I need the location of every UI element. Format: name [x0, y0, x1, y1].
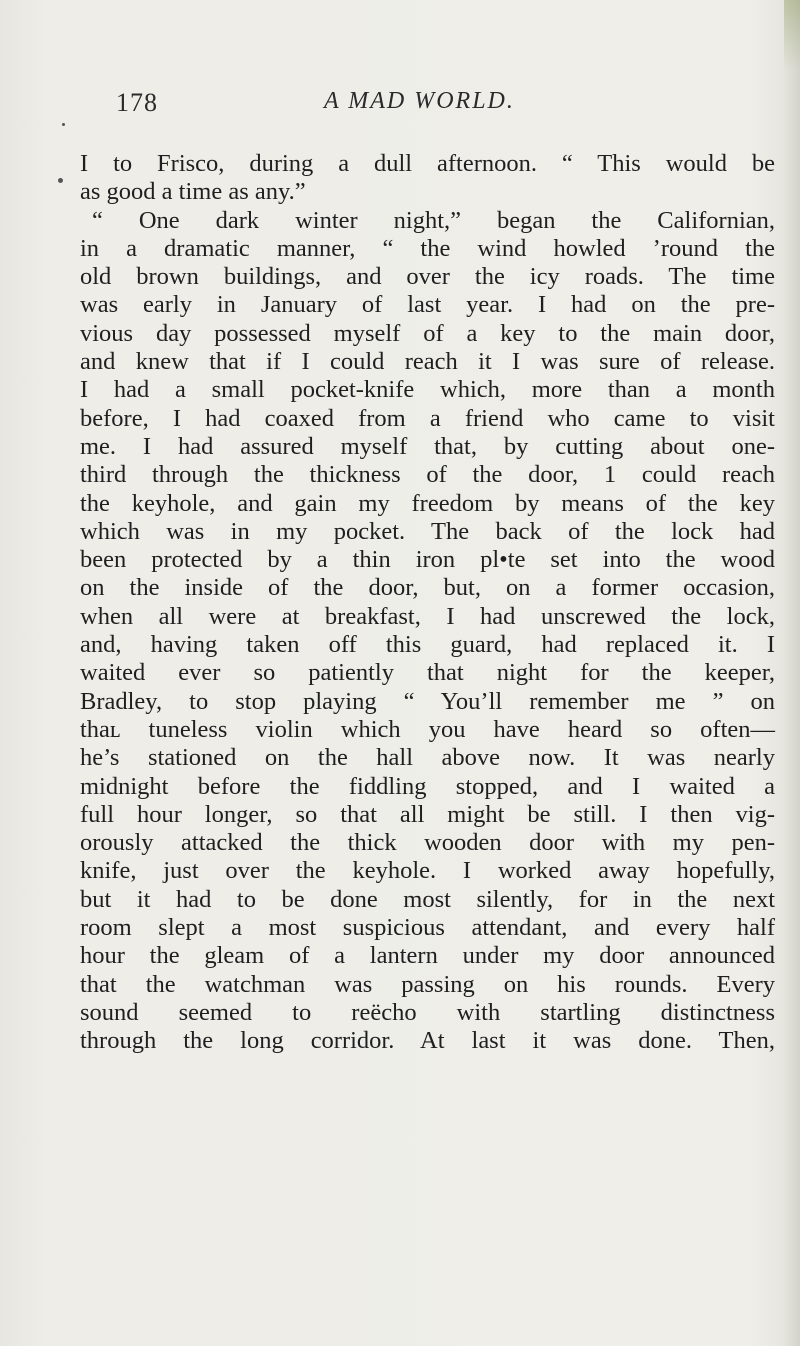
text-line: as good a time as any.”: [80, 178, 306, 206]
page-header: [116, 88, 756, 128]
text-line: through the long corridor. At last it was done. Then,: [80, 1027, 775, 1055]
text-line: midnight before the fiddling stopped, and I waited a: [80, 772, 775, 800]
text-line: he’s stationed on the hall above now. It was nearly: [80, 744, 775, 772]
body-text: [80, 150, 775, 1056]
text-line: old brown buildings, and over the icy roads. The time: [80, 263, 775, 291]
text-line: been protected by a thin iron pl•te set into the wood: [80, 546, 775, 574]
text-line: but it had to be done most silently, for in the next: [80, 885, 775, 913]
text-line: vious day possessed myself of a key to the main door,: [80, 319, 775, 347]
text-line: waited ever so patiently that night for the keeper,: [80, 659, 775, 687]
text-line: I had a small pocket-knife which, more than a month: [80, 376, 775, 404]
text-line: before, I had coaxed from a friend who came to visit: [80, 404, 775, 432]
text-line: thaʟ tuneless violin which you have heard so often—: [80, 715, 775, 743]
text-line: hour the gleam of a lantern under my door announced: [80, 942, 775, 970]
text-line: in a dramatic manner, “ the wind howled ’round the: [80, 234, 775, 262]
text-line: orously attacked the thick wooden door with my pen-: [80, 829, 775, 857]
text-line: was early in January of last year. I had on the pre-: [80, 291, 775, 319]
running-head: A MAD WORLD.: [324, 88, 515, 114]
margin-dot-mark: [58, 178, 63, 183]
text-line: knife, just over the keyhole. I worked away hopefully,: [80, 857, 775, 885]
text-line: when all were at breakfast, I had unscrewed the lock,: [80, 602, 775, 630]
text-line: the keyhole, and gain my freedom by means of the key: [80, 489, 775, 517]
page-number: 178: [116, 88, 158, 117]
margin-dot-mark: [62, 123, 65, 126]
text-line: “ One dark winter night,” began the Californian,: [92, 206, 775, 234]
text-line: that the watchman was passing on his rounds. Every: [80, 970, 775, 998]
text-line: on the inside of the door, but, on a former occasion,: [80, 574, 775, 602]
text-line: sound seemed to reëcho with startling distinctness: [80, 998, 775, 1026]
text-line: which was in my pocket. The back of the lock had: [80, 517, 775, 545]
text-line: and, having taken off this guard, had replaced it. I: [80, 631, 775, 659]
text-line: full hour longer, so that all might be still. I then vig-: [80, 800, 775, 828]
text-line: and knew that if I could reach it I was sure of release.: [80, 348, 775, 376]
text-line: Bradley, to stop playing “ You’ll remember me ” on: [80, 687, 775, 715]
text-line: room slept a most suspicious attendant, and every half: [80, 914, 775, 942]
page-edge-shadow: [782, 0, 800, 1346]
text-line: I to Frisco, during a dull afternoon. “ This would be: [80, 150, 775, 177]
text-line: me. I had assured myself that, by cutting about one-: [80, 432, 775, 460]
text-line: third through the thickness of the door, 1 could reach: [80, 461, 775, 489]
